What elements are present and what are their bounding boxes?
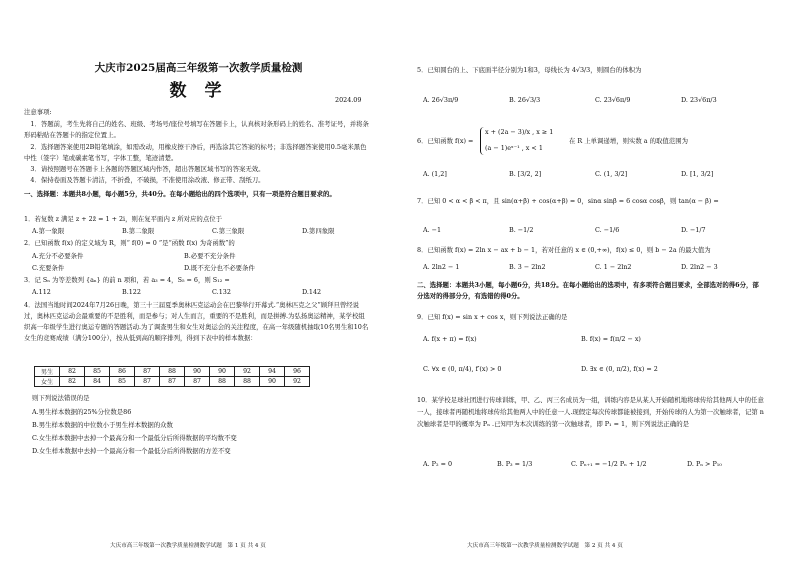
question-5-stem: 5．已知圆台的上、下底面半径分别为1和3，母线长为 4√3/3，则圆台的体积为 [417,66,642,74]
question-4-option-c[interactable]: C.女生样本数据中去掉一个最高分和一个最低分后所得数据的平均数不变 [32,434,237,442]
question-10-option-b[interactable]: B. P₃ = 1/3 [497,460,533,468]
table-cell: 87 [160,377,185,387]
question-7-option-d[interactable]: D. −1/7 [681,226,706,234]
table-cell: 88 [210,377,235,387]
table-cell: 87 [135,377,160,387]
question-8-option-c[interactable]: C. 1 − 2ln2 [595,263,632,271]
note-item: 3．请按照题号在答题卡上各题的答题区域内作答，超出答题区域书写的答案无效。 [30,165,265,173]
question-2-stem: 2．已知函数 f(x) 的定义域为 R，则“ f(0) = 0 ”是“函数 f(x) 为奇函数”的 [24,239,235,247]
question-10-stem: 10．某学校足球社团进行传球训练，甲、乙、丙三名成员为一组，训练内容是从某人开始随机地将球传给其他两人中的任意一人，接球者再随机地将球传给其他两人中的任意一人.现假定每次传球都能被接到，开始传球的人为第一次触球者，记第 n 次触球者是甲的概率为 Pₙ .已知甲为本次训练的第一次触球者，即 P₁ = 1，则下列说法正确的是 [417,396,764,428]
question-4-stem: 4．法国当地时间2024年7月26日晚，第三十三届夏季奥林匹克运动会在巴黎举行开幕式.“奥林匹克之父”顾拜旦曾经说过，奥林匹克运动会最重要的不是胜利，而是参与；对人生而言，重要的不是胜利，而是拼搏.为弘扬奥运精神，某学校组织高一年级学生进行奥运专题的答题活动.为了调查男生和女生对奥运会的关注程度，在高一年级随机抽取10名男生和10名女生的竞赛成绩（满分100分），按从低到高的顺序排列，得到下表中的样本数据： [24,301,369,343]
question-5-option-c[interactable]: C. 23√6π/9 [595,96,631,104]
question-6-option-b[interactable]: B. [3/2, 2] [509,170,542,178]
question-6-case-1: x + (2a − 3)/x , x ≥ 1 [485,128,554,136]
table-cell: 87 [185,377,210,387]
question-4-prompt: 则下列说法错误的是 [32,394,90,402]
question-3-option-b[interactable]: B.122 [122,288,141,296]
question-5-option-d[interactable]: D. 23√6π/3 [681,96,717,104]
question-8-option-d[interactable]: D. 2ln2 − 3 [681,263,718,271]
note-item: 4．保持卷面及答题卡清洁，不折叠，不破损，不准使用涂改液、修正带、刮纸刀。 [30,176,265,184]
sample-data-table [34,366,310,387]
question-2-option-b[interactable]: B.必要不充分条件 [184,252,236,260]
question-9-option-a[interactable]: A. f(x + π) = f(x) [423,335,477,343]
question-2-option-c[interactable]: C.充要条件 [32,264,65,272]
table-cell: 87 [135,367,160,377]
table-row [35,377,310,387]
question-8-option-b[interactable]: B. 3 − 2ln2 [509,263,546,271]
table-cell: 82 [60,377,85,387]
row-label: 女生 [35,377,60,387]
question-5-option-b[interactable]: B. 26√3/3 [509,96,541,104]
page-footer: 大庆市高三年级第一次教学质量检测数学试题 第 2 页 共 4 页 [467,543,623,549]
table-cell: 96 [285,367,310,377]
question-3-stem: 3．记 Sₙ 为等差数列 {aₙ} 的前 n 项和，若 a₃ = 4，S₅ = 6，则 S₁₂ = [24,276,230,284]
question-5-option-a[interactable]: A. 26√3π/9 [423,96,459,104]
exam-page-2 [397,0,794,562]
question-9-stem: 9．已知 f(x) = sin x + cos x，则下列说法正确的是 [417,313,568,321]
question-3-option-d[interactable]: D.142 [302,288,322,296]
question-6-stem-b: 在 R 上单调递增，则实数 a 的取值范围为 [569,137,688,145]
question-8-stem: 8．已知函数 f(x) = 2ln x − ax + b − 1，若对任意的 x ∈ (0,+∞)，f(x) ≤ 0，则 b − 2a 的最大值为 [417,246,711,254]
question-7-option-a[interactable]: A. −1 [423,226,442,234]
table-cell: 88 [160,367,185,377]
question-4-option-a[interactable]: A.男生样本数据的25%分位数是86 [32,408,132,416]
subject-title: 数 学 [169,81,228,101]
question-4-option-d[interactable]: D.女生样本数据中去掉一个最高分和一个最低分后所得数据的方差不变 [32,447,231,455]
table-cell: 94 [260,367,285,377]
section-2-heading: 二、选择题：本题共3小题，每小题6分，共18分。在每小题给出的选项中，有多项符合题目要求，全部选对的得6分，部分选对的得部分分，有选错的得0分。 [417,281,759,301]
question-6-option-a[interactable]: A. (1,2] [423,170,447,178]
question-6-option-c[interactable]: C. (1, 3/2] [595,170,628,178]
table-cell: 90 [260,377,285,387]
table-cell: 90 [210,367,235,377]
table-cell: 86 [110,367,135,377]
note-item: 2．选择题答案使用2B铅笔填涂，如需改动，用橡皮擦干净后，再选涂其它答案的标号；非选择题答案使用0.5毫米黑色中性（签字）笔或碳素笔书写，字体工整，笔迹清楚。 [24,143,367,162]
table-cell: 88 [235,377,260,387]
question-10-option-a[interactable]: A. P₂ = 0 [423,460,453,468]
question-7-stem: 7．已知 0 < α < β < π，且 sin(α+β) + cos(α+β) = 0，sinα sinβ = 6 cosα cosβ，则 tan(α − β) = [417,197,719,205]
question-1-option-b[interactable]: B.第二象限 [122,227,155,235]
question-3-option-a[interactable]: A.112 [32,288,51,296]
row-label: 男生 [35,367,60,377]
question-8-option-a[interactable]: A. 2ln2 − 1 [423,263,460,271]
question-4-option-b[interactable]: B.男生样本数据的中位数小于男生样本数据的众数 [32,421,173,429]
question-2-option-d[interactable]: D.既不充分也不必要条件 [184,264,255,272]
exam-date: 2024.09 [335,96,362,104]
question-9-option-c[interactable]: C. ∀x ∈ (0, π/4), f′(x) > 0 [423,365,502,373]
question-6-option-d[interactable]: D. [1, 3/2] [681,170,714,178]
question-1-option-c[interactable]: C.第三象限 [212,227,245,235]
section-1-heading: 一、选择题：本题共8小题，每小题5分，共40分。在每小题给出的四个选项中，只有一项是符合题目要求的。 [24,190,336,198]
question-7-option-c[interactable]: C. −1/6 [595,226,620,234]
notes-heading: 注意事项: [24,108,52,116]
table-cell: 82 [60,367,85,377]
question-6-case-2: (a − 1)eˣ⁻¹ , x < 1 [485,144,543,152]
question-9-option-b[interactable]: B. f(x) = f(π/2 − x) [581,335,641,343]
table-row [35,367,310,377]
note-item: 1．答题前，考生先将自己的姓名、班级、考场号/座位号填写在答题卡上，认真核对条形码上的姓名、准考证号，并将条形码粘贴在答题卡的指定位置上。 [24,120,369,139]
table-cell: 90 [185,367,210,377]
question-6-stem-a: 6．已知函数 f(x) = [417,137,474,145]
question-3-option-c[interactable]: C.132 [212,288,231,296]
question-1-option-d[interactable]: D.第四象限 [302,227,335,235]
question-1-stem: 1．若复数 z 满足 z + 2z̄ = 1 + 2i，则在复平面内 z 所对应的点位于 [24,215,222,223]
table-cell: 85 [110,377,135,387]
question-2-option-a[interactable]: A.充分不必要条件 [32,252,84,260]
question-1-option-a[interactable]: A.第一象限 [32,227,65,235]
exam-title: 大庆市2025届高三年级第一次教学质量检测 [94,62,303,74]
table-cell: 85 [85,367,110,377]
question-10-option-d[interactable]: D. Pₙ > P₁₀ [687,460,722,468]
question-9-option-d[interactable]: D. ∃x ∈ (0, π/2), f(x) = 2 [581,365,658,373]
question-10-option-c[interactable]: C. Pₙ₊₁ = −1/2 Pₙ + 1/2 [571,460,647,468]
page-footer: 大庆市高三年级第一次教学质量检测数学试题 第 1 页 共 4 页 [110,543,266,549]
question-7-option-b[interactable]: B. −1/2 [509,226,534,234]
table-cell: 92 [235,367,260,377]
table-cell: 84 [85,377,110,387]
table-cell: 92 [285,377,310,387]
